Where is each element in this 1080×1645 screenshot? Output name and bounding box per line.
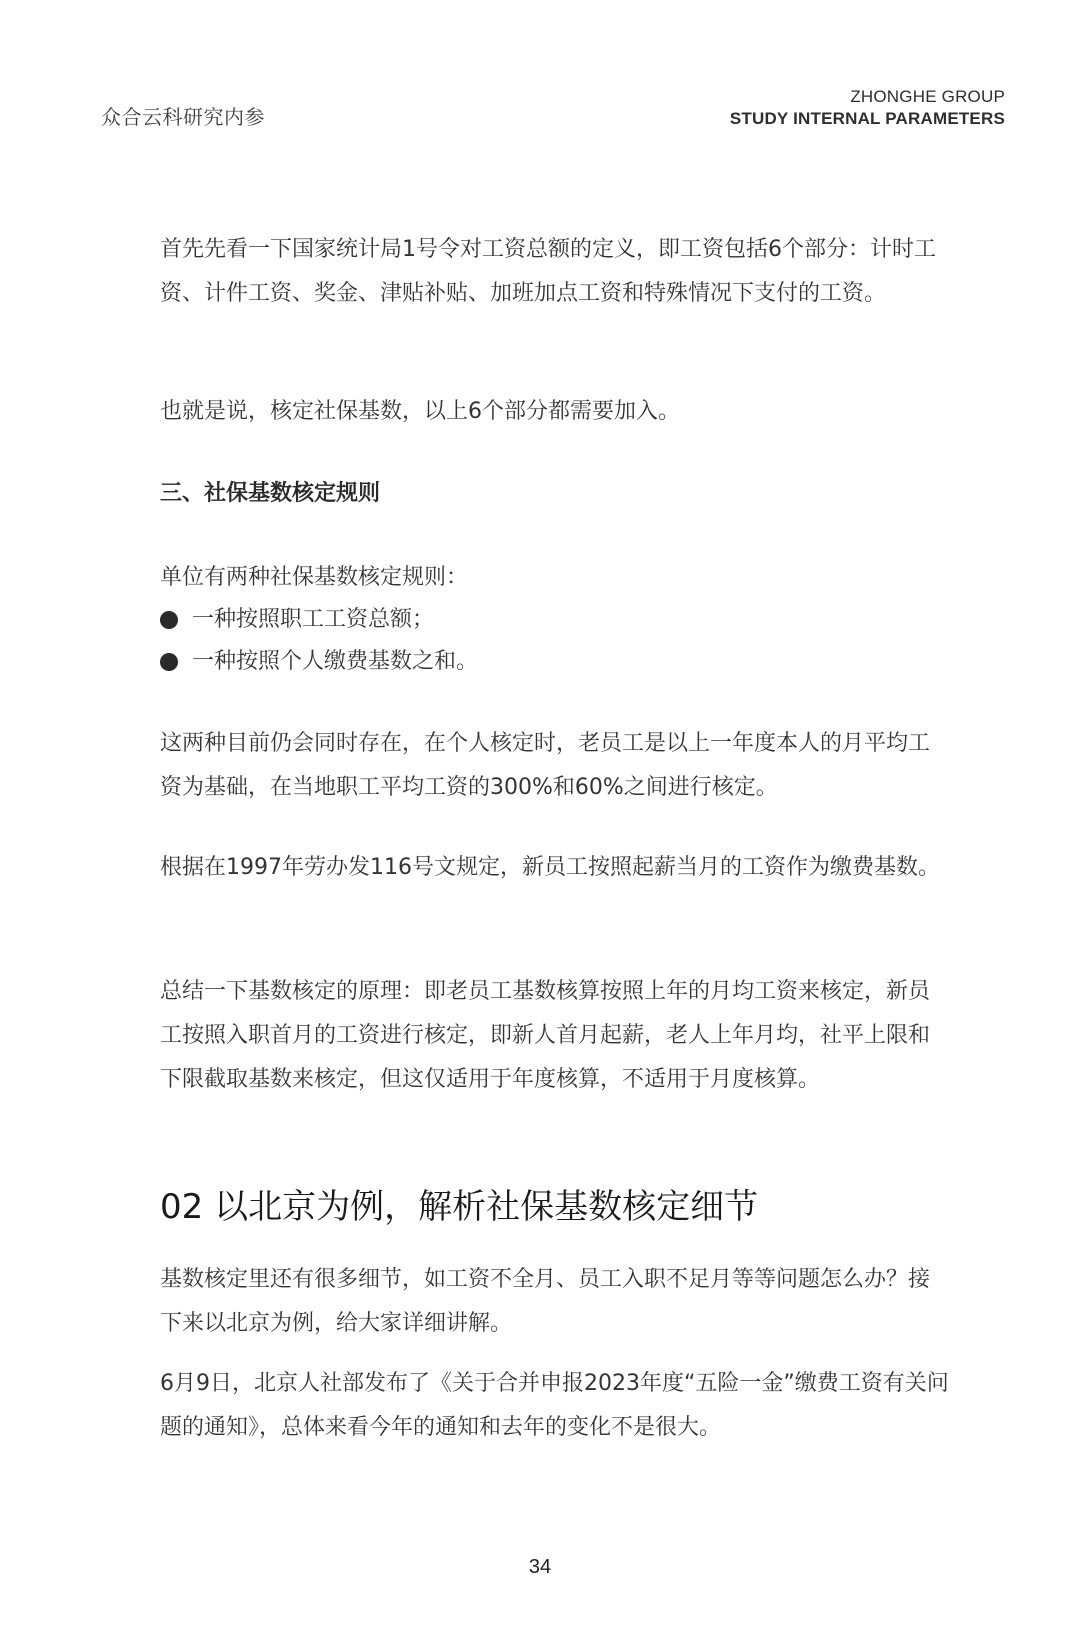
- section-heading-rules: 三、社保基数核定规则: [160, 481, 381, 506]
- paragraph-base-includes: 也就是说，核定社保基数，以上6个部分都需要加入。: [160, 399, 680, 424]
- paragraph-details-intro: 基数核定里还有很多细节，如工资不全月、员工入职不足月等等问题怎么办？接下来以北京为例，给大家详细讲解。: [160, 1267, 931, 1336]
- header-publication-title: 众合云科研究内参: [101, 105, 265, 129]
- bullet-text: 一种按照个人缴费基数之和。: [192, 649, 479, 674]
- paragraph-two-rules: 单位有两种社保基数核定规则：: [160, 565, 469, 590]
- section-heading-beijing: 02 以北京为例，解析社保基数核定细节: [160, 1187, 759, 1227]
- bullet-dot-icon: [160, 653, 178, 671]
- bullet-item: [160, 640, 478, 684]
- bullet-item: [160, 598, 434, 642]
- paragraph-1997-rule: 根据在1997年劳办发116号文规定，新员工按照起薪当月的工资作为缴费基数。: [160, 855, 940, 880]
- header-brand-line2: STUDY INTERNAL PARAMETERS: [729, 109, 1005, 128]
- header-brand: [730, 86, 1005, 130]
- paragraph-beijing-notice: 6月9日，北京人社部发布了《关于合并申报2023年度“五险一金”缴费工资有关问题的通知》，总体来看今年的通知和去年的变化不是很大。: [160, 1371, 949, 1440]
- paragraph-coexist: 这两种目前仍会同时存在，在个人核定时，老员工是以上一年度本人的月平均工资为基础，在当地职工平均工资的300%和60%之间进行核定。: [160, 731, 931, 800]
- bullet-dot-icon: [160, 611, 178, 629]
- paragraph-wage-definition: 首先先看一下国家统计局1号令对工资总额的定义，即工资包括6个部分：计时工资、计件工资、奖金、津贴补贴、加班加点工资和特殊情况下支付的工资。: [160, 237, 936, 306]
- header-brand-line1: ZHONGHE GROUP: [850, 87, 1005, 106]
- paragraph-summary: 总结一下基数核定的原理：即老员工基数核算按照上年的月均工资来核定，新员工按照入职首月的工资进行核定，即新人首月起薪，老人上年月均，社平上限和下限截取基数来核定，但这仅适用于年度核算，不适用于月度核算。: [160, 979, 931, 1092]
- page-number: 34: [528, 1556, 552, 1578]
- bullet-text: 一种按照职工工资总额；: [192, 607, 435, 632]
